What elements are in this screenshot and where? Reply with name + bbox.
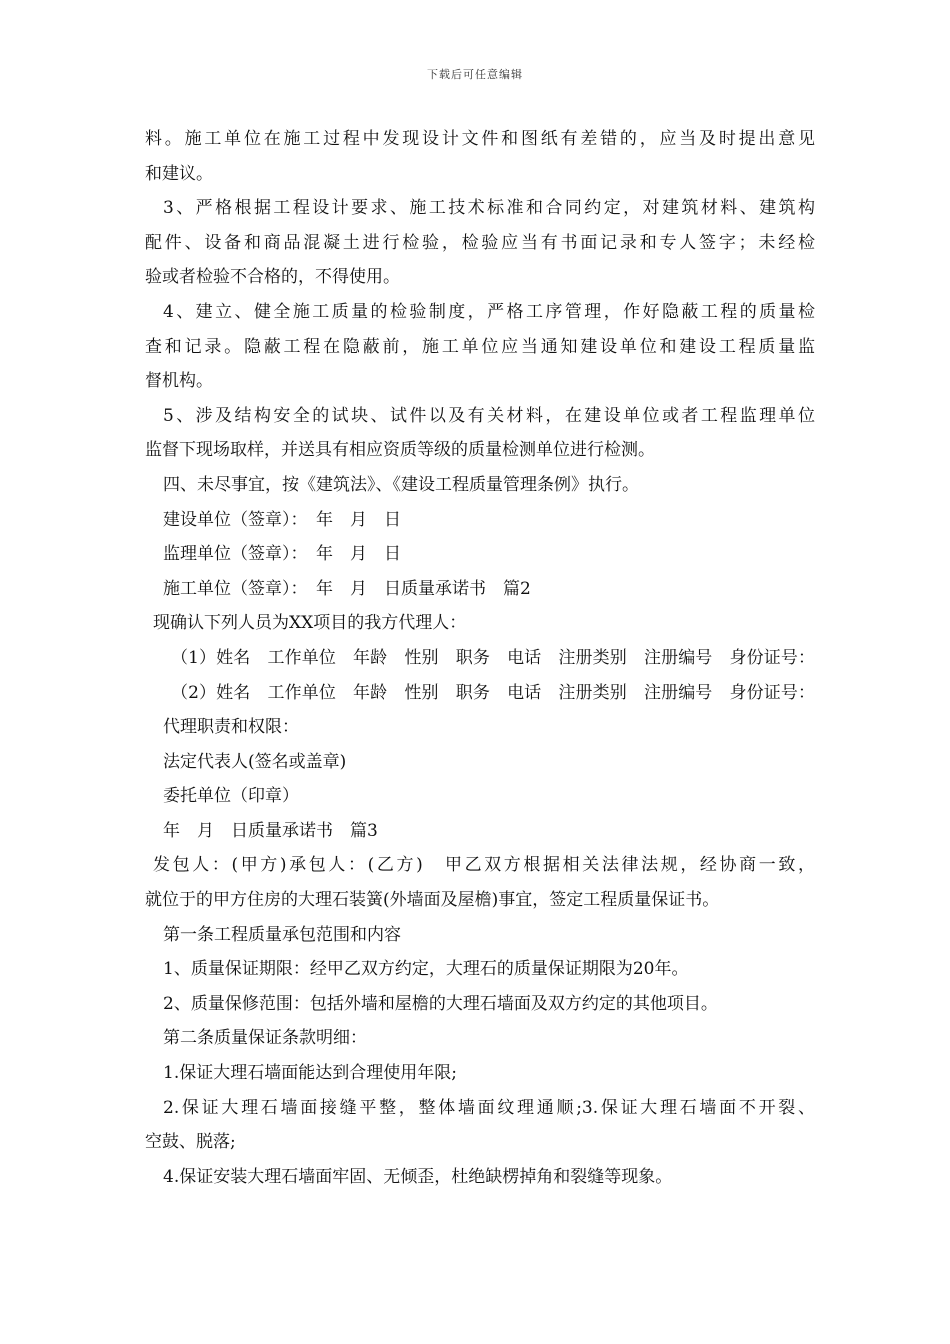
text-line: 验或者检验不合格的，不得使用。	[145, 267, 400, 288]
text-line: 和建议。	[145, 163, 213, 184]
text-line: 现确认下列人员为XX项目的我方代理人：	[153, 613, 467, 634]
text-line: 4、建立、健全施工质量的检验制度，严格工序管理，作好隐蔽工程的质量检	[163, 301, 815, 322]
text-line: 发包人：(甲方)承包人：(乙方) 甲乙双方根据相关法律法规，经协商一致，	[153, 855, 815, 876]
text-line: 法定代表人(签名或盖章)	[163, 751, 347, 772]
text-line: 空鼓、脱落;	[145, 1132, 236, 1153]
text-line: 监理单位（签章）： 年 月 日	[163, 544, 401, 565]
text-line: 代理职责和权限：	[163, 717, 299, 738]
page-header: 下载后可任意编辑	[427, 68, 523, 81]
text-line: 1、质量保证期限：经甲乙双方约定，大理石的质量保证期限为20年。	[163, 959, 689, 980]
text-line: 查和记录。隐蔽工程在隐蔽前，施工单位应当通知建设单位和建设工程质量监	[145, 336, 815, 357]
text-line: 料。施工单位在施工过程中发现设计文件和图纸有差错的，应当及时提出意见	[145, 129, 815, 149]
text-line: 年 月 日质量承诺书 篇3	[163, 820, 378, 841]
text-line: 2、质量保修范围：包括外墙和屋檐的大理石墙面及双方约定的其他项目。	[163, 993, 718, 1014]
text-line: （2）姓名 工作单位 年龄 性别 职务 电话 注册类别 注册编号 身份证号：	[171, 682, 815, 703]
text-line: 第一条工程质量承包范围和内容	[163, 924, 401, 945]
text-line: 配件、设备和商品混凝土进行检验，检验应当有书面记录和专人签字；未经检	[145, 232, 815, 253]
document-body	[145, 122, 815, 1194]
text-line: 5、涉及结构安全的试块、试件以及有关材料，在建设单位或者工程监理单位	[163, 405, 815, 426]
text-line: 第二条质量保证条款明细：	[163, 1028, 367, 1049]
text-line: 就位于的甲方住房的大理石装簧(外墙面及屋檐)事宜，签定工程质量保证书。	[145, 890, 720, 911]
text-line: 督机构。	[145, 371, 213, 392]
text-line: 施工单位（签章）： 年 月 日质量承诺书 篇2	[163, 578, 531, 599]
text-line: 监督下现场取样，并送具有相应资质等级的质量检测单位进行检测。	[145, 440, 655, 461]
text-line: 1.保证大理石墙面能达到合理使用年限;	[163, 1063, 457, 1084]
text-line: 2.保证大理石墙面接缝平整，整体墙面纹理通顺;3.保证大理石墙面不开裂、	[163, 1097, 815, 1118]
text-line: 3、严格根据工程设计要求、施工技术标准和合同约定，对建筑材料、建筑构	[163, 198, 815, 219]
text-line: 四、未尽事宜，按《建筑法》、《建设工程质量管理条例》执行。	[163, 474, 639, 495]
text-line: 4.保证安装大理石墙面牢固、无倾歪，杜绝缺楞掉角和裂缝等现象。	[163, 1166, 673, 1187]
text-line: 委托单位（印章）	[163, 786, 299, 807]
text-line: （1）姓名 工作单位 年龄 性别 职务 电话 注册类别 注册编号 身份证号：	[171, 647, 815, 668]
text-line: 建设单位（签章）： 年 月 日	[163, 509, 401, 530]
